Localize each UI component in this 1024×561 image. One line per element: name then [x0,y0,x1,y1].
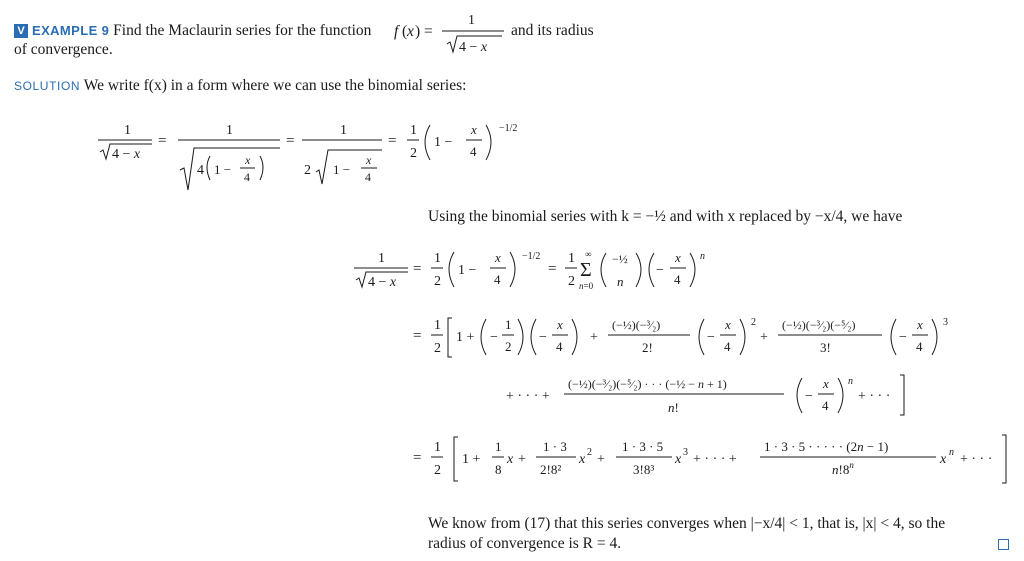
svg-text:+ · · · +: + · · · + [506,389,550,404]
svg-text:x: x [579,452,586,467]
svg-text:+: + [597,452,605,467]
svg-text:=: = [286,133,295,149]
svg-text:4: 4 [916,339,923,354]
example-text-before: Find the Maclaurin series for the function [113,22,372,39]
svg-text:8: 8 [495,462,502,477]
svg-text:x: x [675,452,682,467]
svg-text:4: 4 [244,170,250,184]
svg-text:1: 1 [495,439,502,454]
svg-text:−: − [899,330,907,345]
example-text-after: and its radius [511,22,594,39]
svg-text:2: 2 [434,463,441,478]
svg-text:n: n [617,274,624,289]
svg-text:n!: n! [668,400,679,415]
svg-text:+ · · ·: + · · · [858,389,891,404]
svg-text:n!8n: n!8$^n$ [832,460,854,477]
svg-text:1 · 3 · 5: 1 · 3 · 5 [622,439,664,454]
svg-text:n=0: n=0 [579,281,594,291]
svg-text:−: − [539,330,547,345]
svg-text:2: 2 [304,163,311,178]
svg-text:4 − x: 4 − x [459,40,488,55]
conclusion-line2: radius of convergence is R = 4. [428,535,622,552]
svg-text:2: 2 [587,447,592,458]
svg-text:2: 2 [434,341,441,356]
svg-text:1 · 3: 1 · 3 [543,439,567,454]
svg-text:1: 1 [434,251,441,266]
svg-text:1: 1 [340,123,347,138]
svg-text:4: 4 [674,272,681,287]
svg-text:1: 1 [378,251,385,266]
svg-text:2: 2 [568,274,575,289]
svg-text:x: x [675,250,681,265]
svg-text:2: 2 [434,274,441,289]
svg-text:2!: 2! [642,340,653,355]
svg-text:4: 4 [494,272,501,287]
svg-text:x: x [940,452,947,467]
svg-text:f: f [394,23,399,40]
equation-binomial-series [350,245,1020,500]
example-badge-icon: V [14,24,28,38]
solution-label: SOLUTION [14,79,81,93]
svg-text:1 −: 1 − [214,162,232,177]
svg-text:x: x [495,250,501,265]
svg-text:1: 1 [226,123,233,138]
svg-text:4 − x: 4 − x [112,147,141,162]
svg-text:1: 1 [505,317,512,332]
example-label: EXAMPLE 9 [32,23,110,38]
svg-text:+ · · · +: + · · · + [693,452,737,467]
conclusion-line1: We know from (17) that this series converges when |−x/4| < 1, that is, |x| < 4, so the [428,515,946,532]
svg-text:4: 4 [197,163,204,178]
svg-text:1 +: 1 + [456,330,475,345]
svg-text:1: 1 [124,123,131,138]
svg-text:−: − [490,330,498,345]
equation-rewrite [90,118,560,200]
svg-text:∞: ∞ [585,249,592,259]
svg-text:(−½)(−³⁄₂): (−½)(−³⁄₂) [612,318,661,332]
svg-text:1 −: 1 − [333,162,351,177]
middle-text: Using the binomial series with k = −½ and with x replaced by −x/4, we have [428,208,903,225]
svg-text:=: = [388,133,397,149]
svg-text:n: n [848,376,853,387]
svg-text:2: 2 [505,339,512,354]
svg-text:3!: 3! [820,340,831,355]
svg-text:=: = [413,328,422,344]
svg-text:1 −: 1 − [458,263,477,278]
svg-text:2: 2 [410,146,417,161]
svg-text:3: 3 [683,447,688,458]
svg-text:1 +: 1 + [462,452,481,467]
svg-text:4: 4 [556,339,563,354]
svg-text:x: x [725,317,731,332]
svg-text:x: x [557,317,563,332]
svg-text:x: x [917,317,923,332]
svg-text:+: + [518,452,526,467]
svg-text:x: x [823,376,829,391]
svg-text:−: − [707,330,715,345]
svg-text:Σ: Σ [580,259,592,281]
svg-text:3!8³: 3!8³ [633,462,655,477]
svg-text:x: x [407,23,414,40]
svg-text:1: 1 [434,318,441,333]
end-of-proof-icon [998,539,1009,550]
svg-text:2!8²: 2!8² [540,462,562,477]
svg-text:(−½)(−³⁄₂)(−⁵⁄₂): (−½)(−³⁄₂)(−⁵⁄₂) [782,318,856,332]
svg-text:=: = [413,261,422,277]
svg-text:−½: −½ [612,252,628,266]
svg-text:1 · 3 · 5 · · · · · (2n − 1): 1 · 3 · 5 · · · · · (2n − 1) [764,439,889,454]
svg-text:2: 2 [751,317,756,328]
svg-text:+: + [590,330,598,345]
svg-text:1: 1 [410,123,417,138]
svg-text:−1/2: −1/2 [522,251,541,262]
svg-text:+: + [760,330,768,345]
svg-text:=: = [158,133,167,149]
svg-text:1: 1 [434,440,441,455]
svg-text:−1/2: −1/2 [499,123,518,134]
svg-text:(−½)(−³⁄₂)(−⁵⁄₂) · · · (−½ − n: (−½)(−³⁄₂)(−⁵⁄₂) · · · (−½ − n + 1) [568,377,727,391]
example-function-formula [392,6,512,56]
svg-text:n: n [700,251,705,262]
example-line2: of convergence. [14,41,113,58]
example-heading [14,22,371,40]
svg-text:−: − [656,263,664,278]
svg-text:4: 4 [724,339,731,354]
svg-text:x: x [471,122,477,137]
solution-line [14,77,466,95]
svg-text:4 − x: 4 − x [368,275,397,290]
svg-text:+ · · ·: + · · · [960,452,993,467]
svg-text:) =: ) = [415,23,433,40]
svg-text:x: x [507,452,514,467]
svg-text:1: 1 [568,251,575,266]
svg-text:4: 4 [822,398,829,413]
svg-text:=: = [548,261,557,277]
svg-text:1: 1 [468,13,475,28]
svg-text:x: x [245,153,251,167]
svg-text:(: ( [402,23,408,40]
svg-text:1 −: 1 − [434,135,453,150]
svg-text:4: 4 [470,144,477,159]
svg-text:n: n [949,447,954,458]
svg-text:3: 3 [943,317,948,328]
svg-text:=: = [413,450,422,466]
solution-text: We write f(x) in a form where we can use the binomial series: [83,77,467,94]
svg-text:4: 4 [365,170,371,184]
svg-text:−: − [805,389,813,404]
svg-text:x: x [366,153,372,167]
